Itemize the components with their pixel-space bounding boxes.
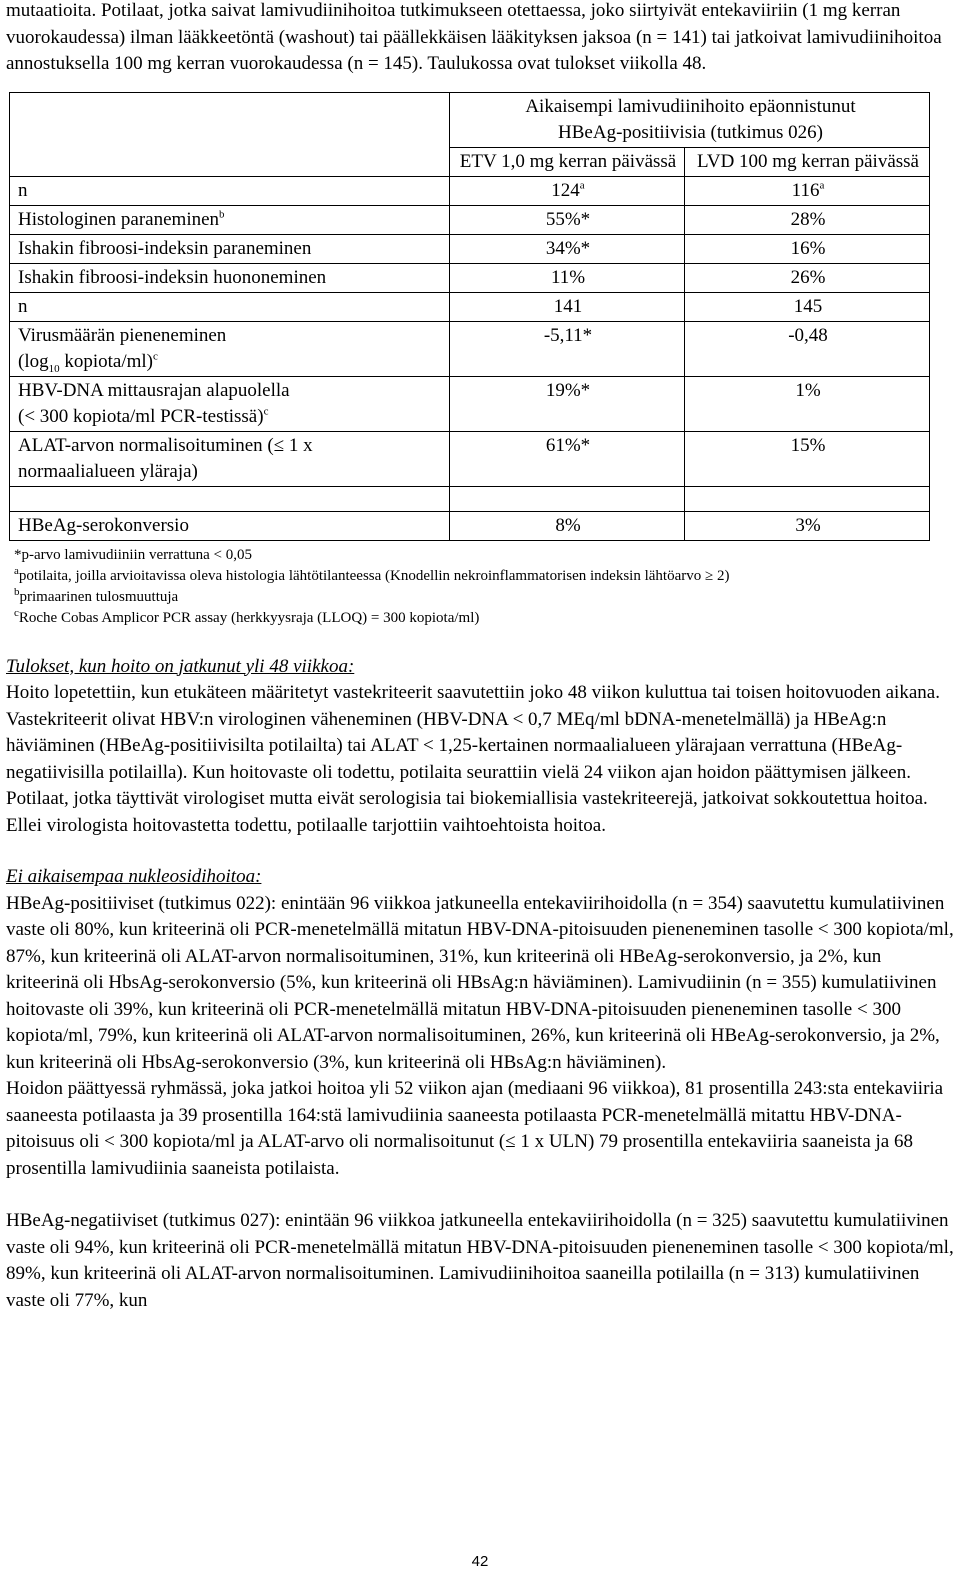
footnote: *p-arvo lamivudiiniin verrattuna < 0,05 <box>14 546 252 563</box>
row-value-lvd: 28% <box>685 205 930 234</box>
table-row <box>10 431 930 486</box>
empty-header-cell <box>10 92 450 176</box>
row-label: ALAT-arvon normalisoituminen (≤ 1 x normaalialueen yläraja) <box>10 431 450 486</box>
paragraph-end-of-treatment: Hoidon päättyessä ryhmässä, joka jatkoi hoitoa yli 52 viikon ajan (mediaani 96 viikkoa), 81 prosentilla 243:sta entekaviiria saaneesta potilaasta ja 39 prosentilla 164:stä lamivudiinia saaneesta potilaasta PCR-menetelmällä mitattu HBV-DNA-pitoisuus oli < 300 kopiota/ml ja ALAT-arvo oli normalisoitunut (≤ 1 x ULN) 79 prosentilla entekaviiria saaneista ja 68 prosentilla lamivudiinia saaneista potilaista. <box>6 1078 944 1179</box>
row-value-lvd: 3% <box>685 511 930 540</box>
row-value-lvd: 16% <box>685 234 930 263</box>
table-header-row <box>10 92 930 147</box>
table-spacer-row <box>10 486 930 511</box>
group-header-line2: HBeAg-positiivisia (tutkimus 026) <box>558 121 823 143</box>
row-value-etv: 124$^a$ <box>450 176 685 205</box>
table-row <box>10 176 930 205</box>
row-label: HBeAg-serokonversio <box>10 511 450 540</box>
row-value-lvd: 116$^a$ <box>685 176 930 205</box>
footnote: $^c$Roche Cobas Amplicor PCR assay (herkkyysraja (LLOQ) = 300 kopiota/ml) <box>14 606 480 626</box>
paragraph-hbeag-positive: HBeAg-positiiviset (tutkimus 022): enintään 96 viikkoa jatkuneella entekaviirihoidolla (n = 354) saavutettu kumulatiivinen vaste oli 80%, kun kriteerinä oli PCR-menetelmällä mitatun HBV-DNA-pitoisuuden pieneneminen tasolle < 300 kopiota/ml, 87%, kun kriteerinä oli ALAT-arvon normalisoituminen, 31%, kun kriteerinä oli HBeAg-serokonversio, ja 2%, kun kriteerinä oli HbsAg-serokonversio (5%, kun kriteerinä oli HBsAg:n häviäminen). Lamivudiinin (n = 355) kumulatiivinen hoitovaste oli 39%, kun kriteerinä oli PCR-menetelmällä mitatun HBV-DNA-pitoisuuden pieneneminen tasolle < 300 kopiota/ml, 79%, kun kriteerinä oli ALAT-arvon normalisoituminen, 26%, kun kriteerinä oli HBeAg-serokonversio, ja 2%, kun kriteerinä oli HbsAg-serokonversio (3%, kun kriteerinä oli HBsAg:n häviäminen). <box>6 892 954 1073</box>
row-value-etv: 34%* <box>450 234 685 263</box>
row-value-etv: -5,11* <box>450 321 685 376</box>
table-row <box>10 263 930 292</box>
row-value-etv: 19%* <box>450 376 685 431</box>
column-header-etv: ETV 1,0 mg kerran päivässä <box>450 147 685 176</box>
page-number: 42 <box>471 1553 489 1570</box>
row-value-etv: 141 <box>450 292 685 321</box>
row-value-lvd: 145 <box>685 292 930 321</box>
row-value-lvd: -0,48 <box>685 321 930 376</box>
row-value-lvd: 15% <box>685 431 930 486</box>
footnote: $^b$primaarinen tulosmuuttuja <box>14 585 179 605</box>
table-row <box>10 321 930 376</box>
section-body-long-term: Hoito lopetettiin, kun etukäteen määritetyt vastekriteerit saavutettiin joko 48 viikon kuluttua tai toisen hoitovuoden aikana. Vastekriteerit olivat HBV:n virologinen väheneminen (HBV-DNA < 0,7 MEq/ml bDNA-menetelmällä) ja HBeAg:n häviäminen (HBeAg-positiivisilta potilailta) tai ALAT < 1,25-kertainen normaalialueen ylärajaan verrattuna (HBeAg-negatiivisilla potilailla). Kun hoitovaste oli todettu, potilaita seurattiin vielä 24 viikon ajan hoidon päättymisen jälkeen. Potilaat, jotka täyttivät virologiset mutta eivät serologisia tai biokemiallisia vastekriteerejä, jatkoivat sokkoutettua hoitoa. Ellei virologista hoitovastetta todettu, potilaalle tarjottiin vaihtoehtoista hoitoa. <box>6 682 940 836</box>
row-label: Histologinen paraneminen$^b$ <box>10 205 450 234</box>
row-label: Ishakin fibroosi-indeksin huononeminen <box>10 263 450 292</box>
row-label: HBV-DNA mittausrajan alapuolella (< 300 kopiota/ml PCR-testissä)$^c$ <box>10 376 450 431</box>
table-row <box>10 511 930 540</box>
section-title-long-term: Tulokset, kun hoito on jatkunut yli 48 viikkoa: <box>6 655 355 677</box>
row-label: n <box>10 176 450 205</box>
paragraph-hbeag-negative: HBeAg-negatiiviset (tutkimus 027): enintään 96 viikkoa jatkuneella entekaviirihoidolla (n = 325) saavutettu kumulatiivinen vaste oli 94%, kun kriteerinä oli PCR-menetelmällä mitatun HBV-DNA-pitoisuuden pieneneminen tasolle < 300 kopiota/ml, 89%, kun kriteerinä oli ALAT-arvon normalisoituminen. Lamivudiinihoitoa saaneilla potilailla (n = 313) kumulatiivinen vaste oli 77%, kun <box>6 1210 954 1311</box>
row-value-etv: 8% <box>450 511 685 540</box>
column-header-lvd: LVD 100 mg kerran päivässä <box>685 147 930 176</box>
table-group-header <box>450 92 930 147</box>
table-row <box>10 205 930 234</box>
table-row <box>10 292 930 321</box>
intro-paragraph: mutaatioita. Potilaat, jotka saivat lamivudiinihoitoa tutkimukseen otettaessa, joko siirtyivät entekaviiriin (1 mg kerran vuorokaudessa) ilman lääkkeetöntä (washout) tai päällekkäisen lääkityksen jaksoa (n = 141) tai jatkoivat lamivudiinihoitoa annostuksella 100 mg kerran vuorokaudessa (n = 145). Taulukossa ovat tulokset viikolla 48. <box>6 0 942 74</box>
section-title-naive: Ei aikaisempaa nukleosidihoitoa: <box>6 866 262 887</box>
results-table <box>9 92 930 541</box>
table-footnotes <box>14 545 954 629</box>
row-label: Ishakin fibroosi-indeksin paraneminen <box>10 234 450 263</box>
row-value-etv: 11% <box>450 263 685 292</box>
row-value-lvd: 1% <box>685 376 930 431</box>
table-row <box>10 376 930 431</box>
row-value-etv: 61%* <box>450 431 685 486</box>
group-header-line1: Aikaisempi lamivudiinihoito epäonnistunut <box>525 95 856 117</box>
document-page <box>6 0 954 1314</box>
row-label: n <box>10 292 450 321</box>
row-value-etv: 55%* <box>450 205 685 234</box>
footnote: $^a$potilaita, joilla arvioitavissa oleva histologia lähtötilanteessa (Knodellin nekroinflammatorisen indeksin lähtöarvo ≥ 2) <box>14 564 730 584</box>
row-value-lvd: 26% <box>685 263 930 292</box>
row-label: Virusmäärän pieneneminen ($\log_{10}$ kopiota/ml)$^c$ <box>10 321 450 376</box>
table-row <box>10 234 930 263</box>
